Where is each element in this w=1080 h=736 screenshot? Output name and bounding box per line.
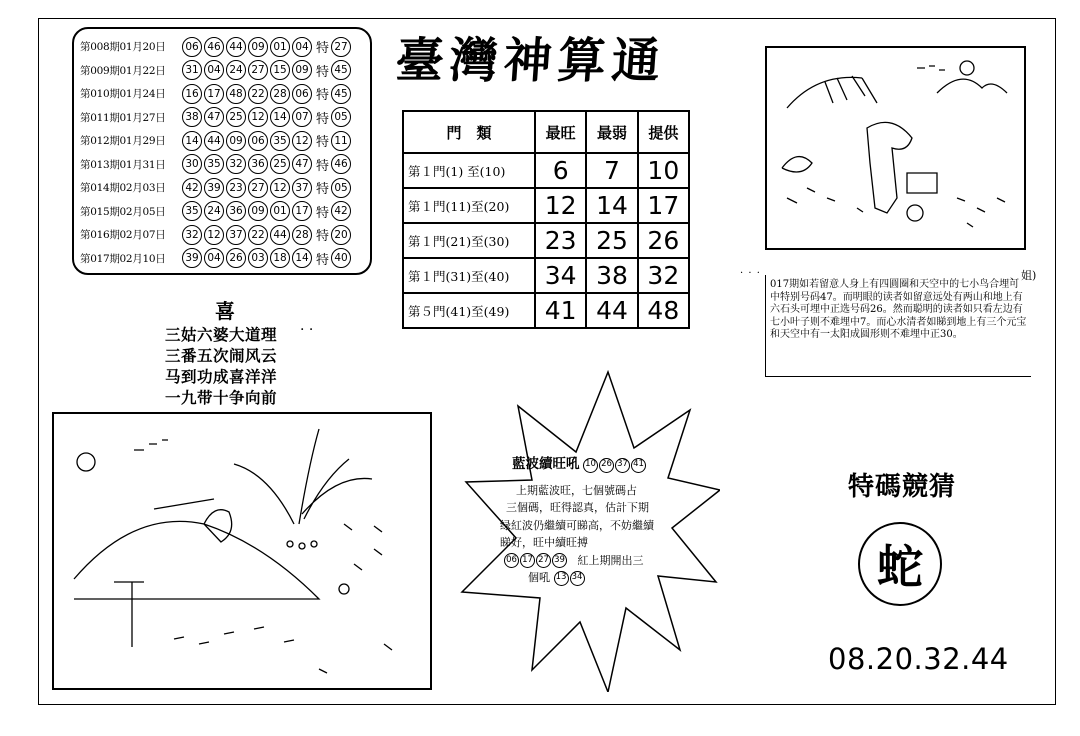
number-ball: 13 [554,571,569,586]
number-ball: 09 [248,201,268,221]
number-ball: 04 [292,37,312,57]
special-label: 特 [316,41,330,57]
number-ball: 12 [292,131,312,151]
number-ball: 26 [599,458,614,473]
number-ball: 37 [615,458,630,473]
gate-table [402,110,690,329]
number-ball: 09 [226,131,246,151]
gate-label: 第１門(21)至(30) [403,223,535,258]
special-label: 特 [316,158,330,174]
number-ball: 26 [226,248,246,268]
special-ball: 05 [331,178,351,198]
table-value: 32 [638,258,689,293]
border-bottom [38,704,1056,705]
special-ball: 11 [331,131,351,151]
table-row [403,258,689,293]
gate-label: 第１門(31)至(40) [403,258,535,293]
poem-line: 三番五次闹风云 [165,346,278,365]
poem-marks: · · [300,322,314,338]
table-value: 34 [535,258,586,293]
poem-line: 三姑六婆大道理 [165,325,278,344]
sun [960,61,974,75]
number-ball: 44 [226,37,246,57]
number-ball: 27 [248,178,268,198]
number-ball: 14 [270,107,290,127]
special-ball: 45 [331,60,351,80]
header-category: 門 類 [403,111,535,153]
number-ball: 17 [520,553,535,568]
special-ball: 05 [331,107,351,127]
basket [907,205,923,221]
number-ball: 35 [270,131,290,151]
number-ball: 12 [270,178,290,198]
number-ball: 17 [204,84,224,104]
star-last-prefix: 個吼 [528,571,550,584]
special-label: 特 [316,252,330,268]
history-period: 第009期01月22日 [80,64,166,77]
special-ball: 42 [331,201,351,221]
number-ball: 28 [292,225,312,245]
number-ball: 39 [182,248,202,268]
number-ball: 25 [270,154,290,174]
table-value: 7 [586,153,637,188]
special-ball: 20 [331,225,351,245]
number-ball: 14 [182,131,202,151]
hill [74,521,319,599]
history-row [80,106,364,130]
number-ball: 04 [204,248,224,268]
number-ball: 06 [292,84,312,104]
table-value: 10 [638,153,689,188]
number-ball: 27 [536,553,551,568]
table-value: 17 [638,188,689,223]
table-value: 6 [535,153,586,188]
history-row [80,35,364,59]
poem-line: 一九带十争向前 [165,388,278,407]
number-ball: 04 [204,60,224,80]
special-label: 特 [316,205,330,221]
special-label: 特 [316,182,330,198]
history-period: 第016期02月07日 [80,229,166,242]
number-ball: 31 [182,60,202,80]
special-label: 特 [316,229,330,245]
star-last-row [528,569,692,587]
number-ball: 35 [204,154,224,174]
number-ball: 22 [248,225,268,245]
special-numbers: 08.20.32.44 [828,642,1009,676]
zodiac-circle: 蛇 [858,522,942,606]
number-ball: 07 [292,107,312,127]
history-period: 第013期01月31日 [80,158,166,171]
star-text-block [500,456,692,587]
poem-title: 喜 [215,299,235,323]
history-period: 第010期01月24日 [80,88,166,101]
number-ball: 36 [248,154,268,174]
fishing-rod [154,499,214,509]
number-ball: 38 [182,107,202,127]
star-line: 绿紅波仍繼續可睇高，不妨繼續 [500,518,654,532]
special-ball: 40 [331,248,351,268]
number-ball: 37 [292,178,312,198]
history-row [80,153,364,177]
number-ball: 35 [182,201,202,221]
special-code-title: 特碼競猜 [848,472,957,502]
poem-line: 马到功成喜洋洋 [165,367,278,386]
number-ball: 23 [226,178,246,198]
table-value: 25 [586,223,637,258]
gate-label: 第５門(41)至(49) [403,293,535,328]
riddle-text: 017期如若留意人身上有四圓圈和天空中的七小鸟合埋可中特别号码47。而明眼的读者如留意远处有两山和地上有六石头可埋中正选号码26。然而聪明的读者如只看左边有七小叶子则不难埋中7。而心水清者如睇到地上有三个元宝和天空中有一太阳成圆形则不难埋中正30。 [765,275,1031,377]
number-ball: 37 [226,225,246,245]
number-ball: 44 [270,225,290,245]
mountains [937,79,1007,93]
history-row [80,129,364,153]
number-ball: 22 [248,84,268,104]
number-ball: 47 [292,154,312,174]
history-period: 第011期01月27日 [80,111,166,124]
history-row [80,176,364,200]
history-period: 第017期02月10日 [80,252,166,265]
number-ball: 48 [226,84,246,104]
star-row-text: 紅上期開出三 [577,553,644,567]
table-value: 44 [586,293,637,328]
table-value: 26 [638,223,689,258]
border-left [38,18,39,704]
gate-label: 第１門(1) 至(10) [403,153,535,188]
number-ball: 15 [270,60,290,80]
special-label: 特 [316,135,330,151]
history-row [80,200,364,224]
number-ball: 01 [270,37,290,57]
number-ball: 14 [292,248,312,268]
special-label: 特 [316,64,330,80]
number-ball: 17 [292,201,312,221]
history-period: 第015期02月05日 [80,205,166,218]
riddle-tail: 、姐) [1010,269,1037,282]
bamboo-branch [787,77,862,108]
header-provided: 提供 [638,111,689,153]
table-row [403,293,689,328]
number-ball: 03 [248,248,268,268]
history-period: 第008期01月20日 [80,41,166,54]
star-line: 上期藍波旺，七個號碼占 [516,483,637,497]
number-ball: 30 [182,154,202,174]
boy-on-hill-drawing [54,414,430,688]
star-line: 三個碼，旺得認真，估計下期 [506,501,649,514]
table-value: 41 [535,293,586,328]
table-row [403,223,689,258]
girl-fishing-drawing [767,48,1024,248]
number-ball: 06 [182,37,202,57]
girl-figure [867,122,912,213]
number-ball: 18 [270,248,290,268]
header-hottest: 最旺 [535,111,586,153]
number-ball: 39 [552,553,567,568]
number-ball: 06 [504,553,519,568]
special-label: 特 [316,88,330,104]
number-ball: 41 [631,458,646,473]
number-ball: 09 [292,60,312,80]
table-value: 48 [638,293,689,328]
header-weakest: 最弱 [586,111,637,153]
star-title-balls [583,458,647,471]
number-ball: 34 [570,571,585,586]
poem-block [165,295,325,408]
number-ball: 36 [226,201,246,221]
hill-illustration [52,412,432,690]
number-ball: 06 [248,131,268,151]
star-line: 睇好，旺中續旺搏 [500,536,588,549]
star-title-row [512,456,692,474]
history-row [80,223,364,247]
history-period: 第014期02月03日 [80,182,166,195]
number-ball: 28 [270,84,290,104]
number-ball: 46 [204,37,224,57]
number-ball: 24 [204,201,224,221]
number-ball: 16 [182,84,202,104]
plant [234,429,372,524]
special-ball: 46 [331,154,351,174]
number-ball: 44 [204,131,224,151]
border-top [38,18,1056,19]
border-right [1055,18,1056,704]
table-row [403,153,689,188]
special-label: 特 [316,111,330,127]
number-ball: 25 [226,107,246,127]
number-ball: 10 [583,458,598,473]
number-ball: 42 [182,178,202,198]
riddle-marks: · · · [740,268,761,279]
history-period: 第012期01月29日 [80,135,166,148]
history-row [80,247,364,271]
number-ball: 27 [248,60,268,80]
history-row [80,59,364,83]
number-ball: 47 [204,107,224,127]
number-ball: 12 [248,107,268,127]
number-ball: 39 [204,178,224,198]
star-title: 藍波續旺吼 [512,456,580,472]
gate-label: 第１門(11)至(20) [403,188,535,223]
table-value: 23 [535,223,586,258]
number-ball: 09 [248,37,268,57]
bench [907,173,937,193]
draw-history-panel [72,27,372,275]
star-ball-row [504,552,692,570]
number-ball: 24 [226,60,246,80]
star-row-balls [504,554,568,567]
table-value: 38 [586,258,637,293]
table-value: 14 [586,188,637,223]
moon [77,453,95,471]
special-ball: 45 [331,84,351,104]
history-row [80,82,364,106]
number-ball: 12 [204,225,224,245]
number-ball: 01 [270,201,290,221]
page-title: 臺灣神算通 [393,33,668,89]
table-row [403,188,689,223]
table-value: 12 [535,188,586,223]
special-ball: 27 [331,37,351,57]
number-ball: 32 [226,154,246,174]
number-ball: 32 [182,225,202,245]
signpost [114,582,144,647]
star-last-balls [554,571,586,584]
riddle-illustration [765,46,1026,250]
